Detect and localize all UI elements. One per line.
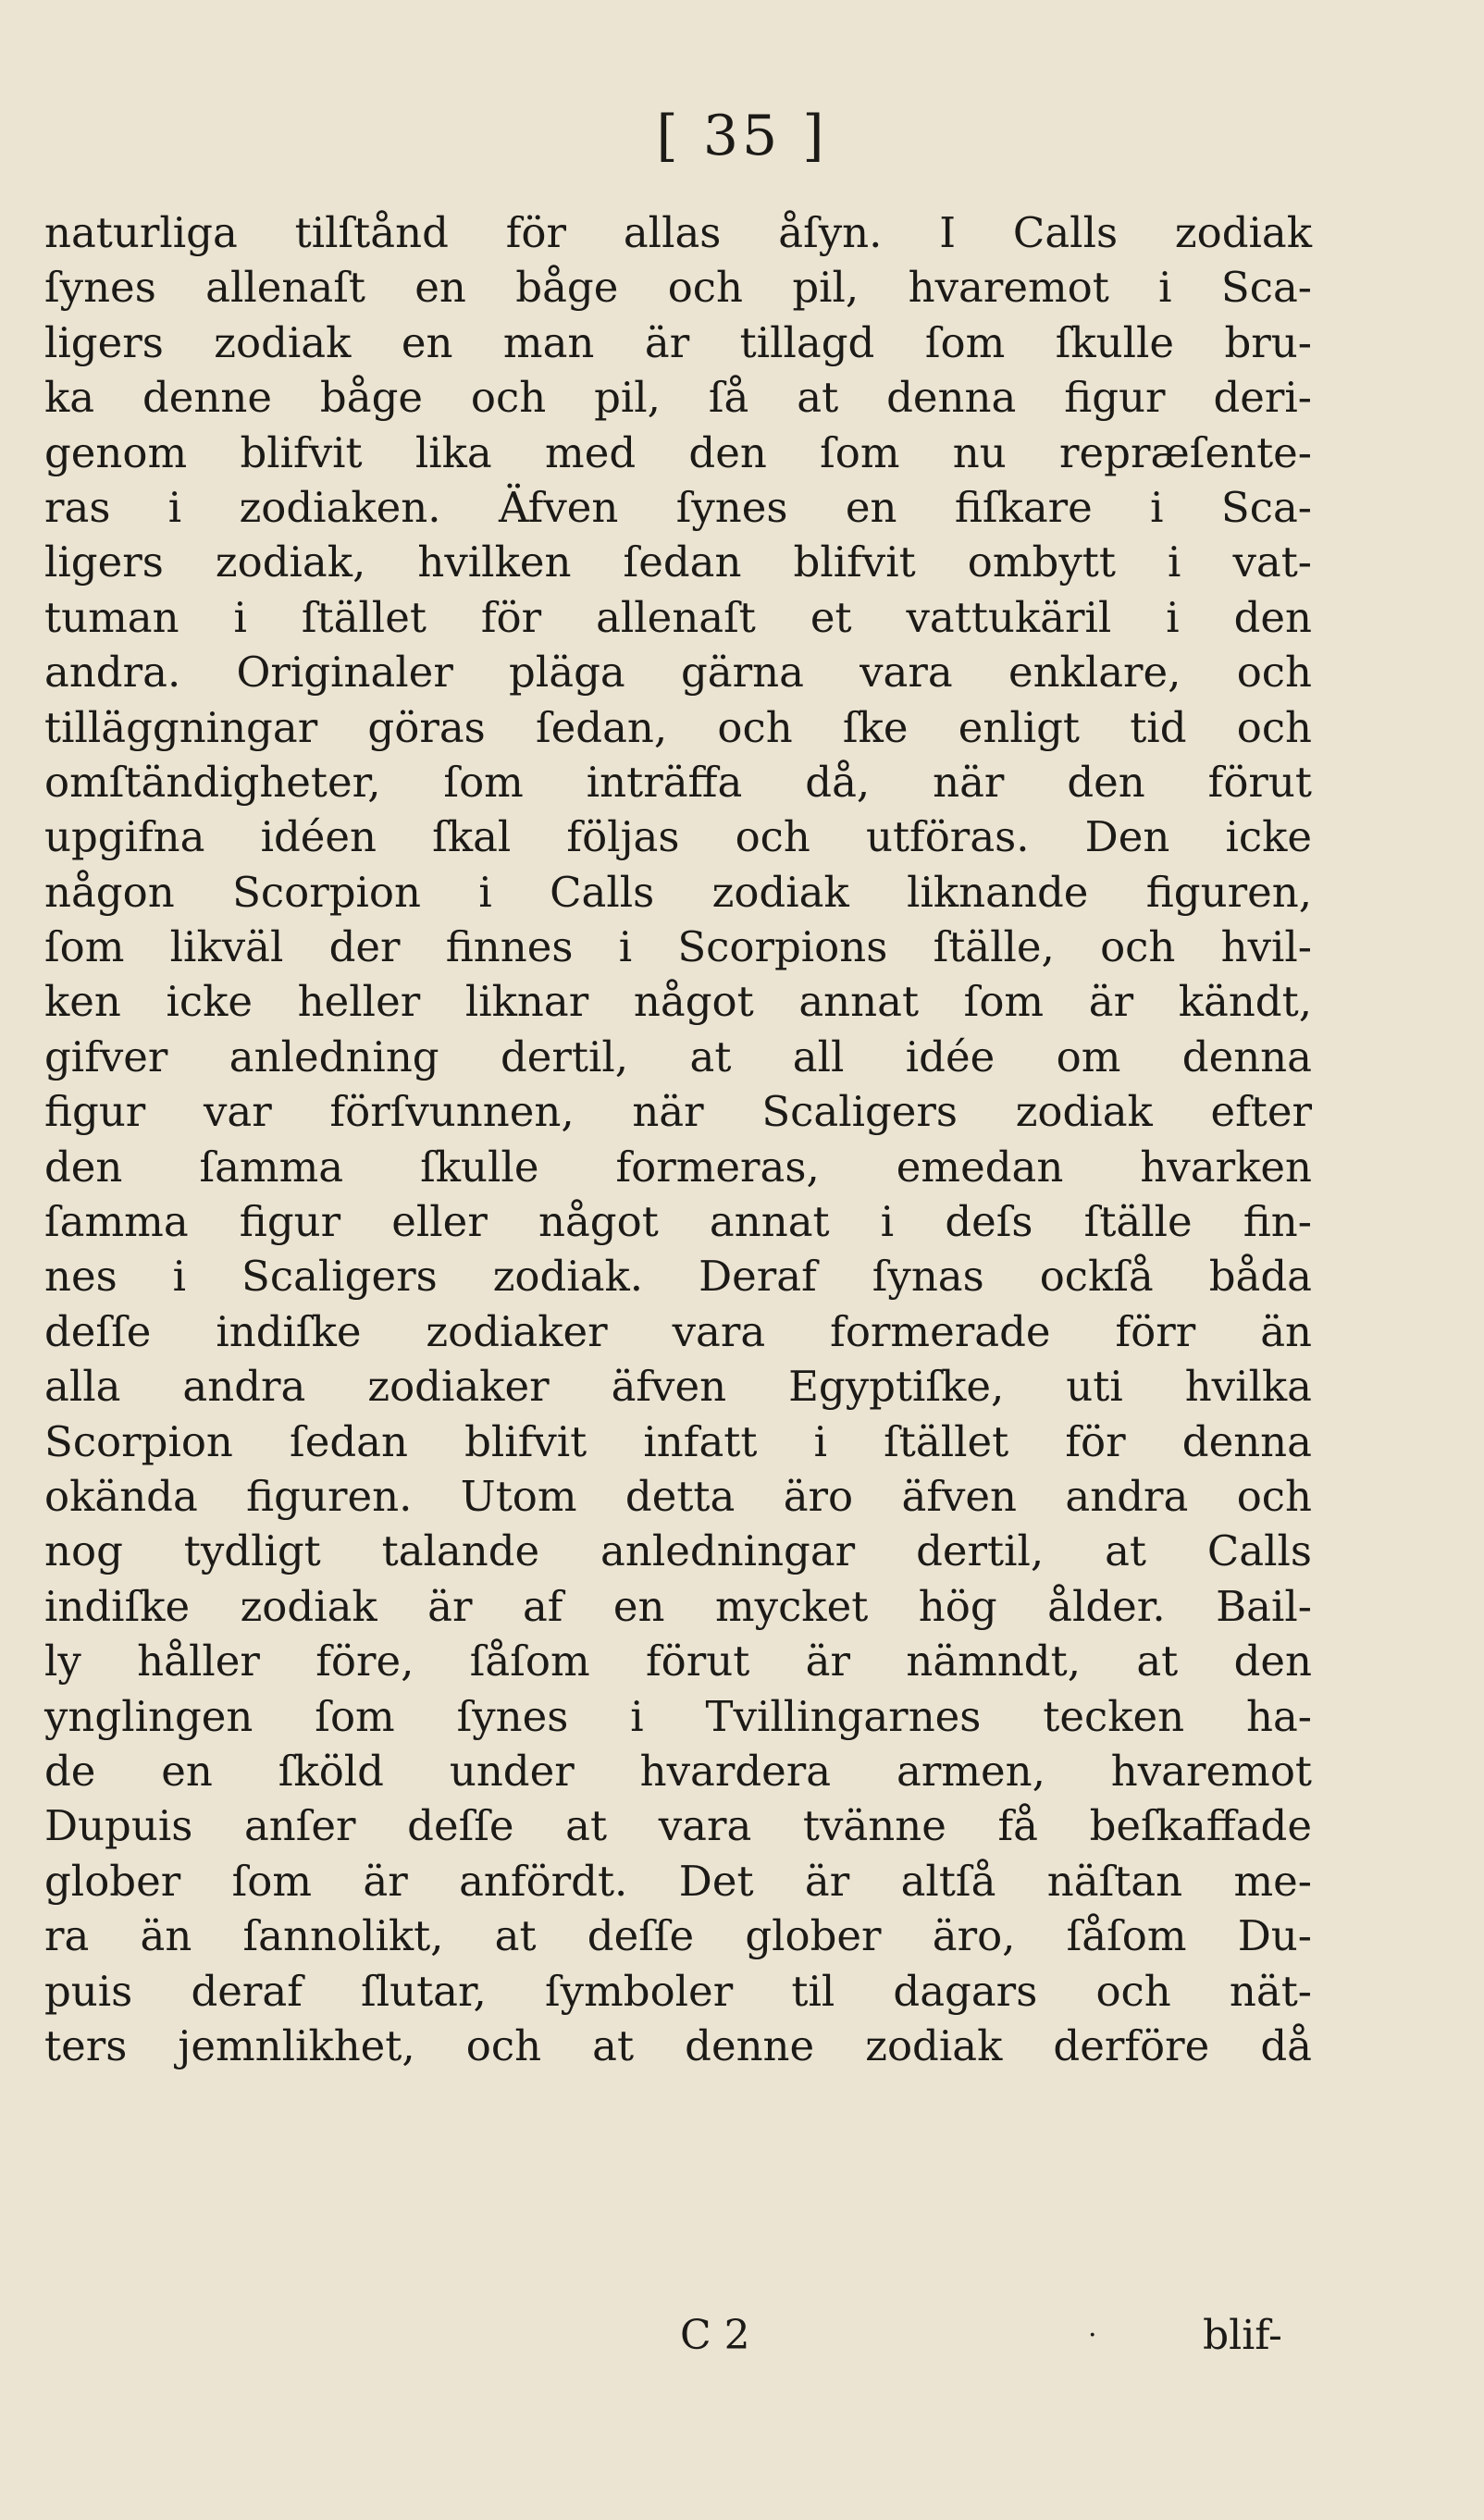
text-line: Dupuis anſer deſſe at vara tvänne få beſkaffade	[44, 1801, 1312, 1851]
text-line: ken icke heller liknar något annat ſom är kändt,	[44, 977, 1312, 1027]
text-line: alla andra zodiaker äfven Egyptiſke, uti hvilka	[44, 1362, 1312, 1412]
page-number: [ 35 ]	[656, 104, 828, 168]
text-line: andra. Originaler pläga gärna vara enklare, och	[44, 648, 1312, 698]
text-line: omſtändigheter, ſom inträffa då, när den förut	[44, 757, 1312, 807]
text-line: ligers zodiak en man är tillagd ſom ſkulle bru-	[44, 317, 1312, 367]
text-line: indiſke zodiak är af en mycket hög ålder. Bail-	[44, 1581, 1312, 1631]
text-line: ſynes allenaſt en båge och pil, hvaremot i Sca-	[44, 263, 1312, 313]
text-line: upgifna idéen ſkal följas och utföras. Den icke	[44, 812, 1312, 862]
text-line: nes i Scaligers zodiak. Deraf ſynas ockſå båda	[44, 1252, 1312, 1302]
text-line: den ſamma ſkulle formeras, emedan hvarken	[44, 1142, 1312, 1192]
text-line: Scorpion ſedan blifvit infatt i ſtället för denna	[44, 1416, 1312, 1466]
text-line: tilläggningar göras ſedan, och ſke enligt tid och	[44, 702, 1312, 752]
text-line: någon Scorpion i Calls zodiak liknande figuren,	[44, 867, 1312, 917]
text-line: naturliga tilſtånd för allas åſyn. I Calls zodiak	[44, 208, 1312, 257]
text-line: tuman i ſtället för allenaſt et vattukäril i den	[44, 592, 1312, 642]
text-line: ligers zodiak, hvilken ſedan blifvit ombytt i vat-	[44, 537, 1312, 587]
text-line: puis deraf ſlutar, ſymboler til dagars och nät-	[44, 1966, 1312, 2016]
text-line: deſſe indiſke zodiaker vara formerade förr än	[44, 1306, 1312, 1356]
footer-dot: ·	[1088, 2319, 1097, 2352]
text-line: ters jemnlikhet, och at denne zodiak derföre då	[44, 2020, 1312, 2070]
catchword: blif-	[1203, 2312, 1282, 2359]
text-line: ka denne båge och pil, ſå at denna figur deri-	[44, 373, 1312, 423]
text-line: ſamma figur eller något annat i deſs ſtälle fin-	[44, 1197, 1312, 1247]
text-line: figur var förſvunnen, när Scaligers zodiak efter	[44, 1087, 1312, 1137]
signature-mark: C 2	[680, 2312, 750, 2359]
text-line: genom blifvit lika med den ſom nu repræſente-	[44, 427, 1312, 477]
text-line: nog tydligt talande anledningar dertil, at Calls	[44, 1526, 1312, 1576]
text-line: ra än ſannolikt, at deſſe glober äro, ſåſom Du-	[44, 1911, 1312, 1961]
text-line: ynglingen ſom ſynes i Tvillingarnes tecken ha-	[44, 1691, 1312, 1741]
body-text	[44, 205, 1312, 2073]
text-line: gifver anledning dertil, at all idée om denna	[44, 1031, 1312, 1081]
text-line: okända figuren. Utom detta äro äfven andra och	[44, 1471, 1312, 1521]
text-line: glober ſom är anfördt. Det är altſå näſtan me-	[44, 1856, 1312, 1906]
text-line: ſom likväl der finnes i Scorpions ſtälle, och hvil-	[44, 922, 1312, 972]
text-line: de en ſköld under hvardera armen, hvaremot	[44, 1746, 1312, 1796]
text-line: ly håller före, ſåſom förut är nämndt, at den	[44, 1637, 1312, 1686]
page-footer	[0, 2304, 1484, 2368]
text-line: ras i zodiaken. Äfven ſynes en fiſkare i Sca-	[44, 482, 1312, 532]
